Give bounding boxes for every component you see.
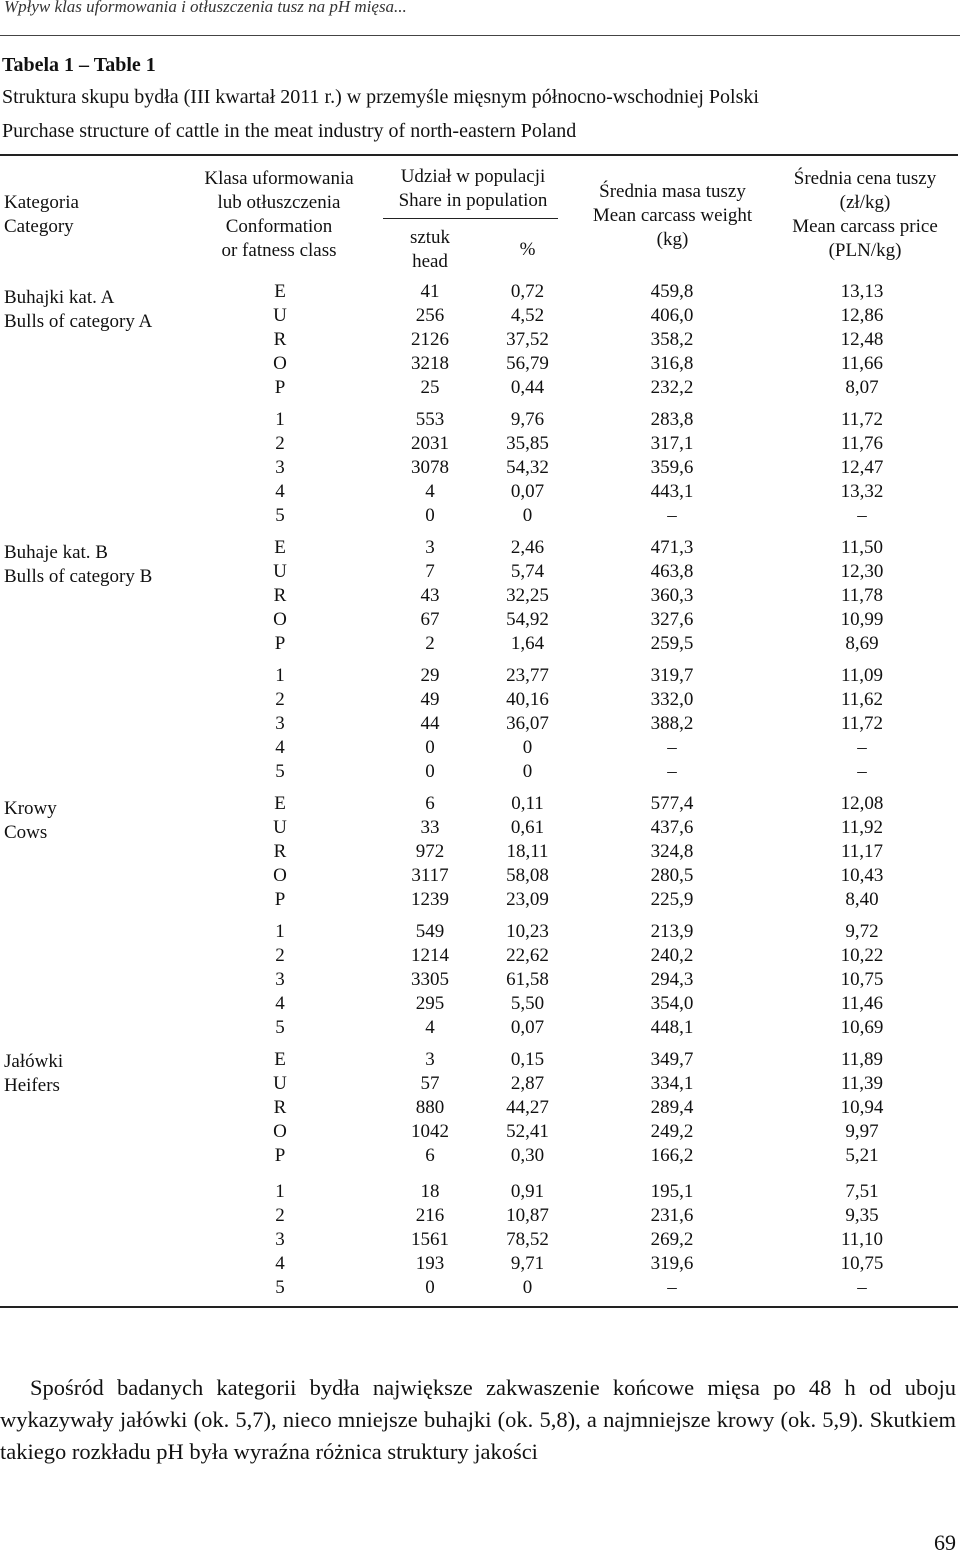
table-cell: 10,99 xyxy=(840,609,884,630)
table-cell: 1 xyxy=(275,921,285,942)
table-cell: 280,5 xyxy=(650,865,694,886)
table-cell: 12,30 xyxy=(840,561,884,582)
table-top-rule xyxy=(0,154,958,156)
page-number: 69 xyxy=(934,1530,956,1555)
table-cell: 0,44 xyxy=(510,377,545,398)
table-cell: 459,8 xyxy=(650,281,694,302)
table-cell: 11,62 xyxy=(840,689,884,710)
table-cell: 18 xyxy=(420,1181,440,1202)
table-row xyxy=(0,608,960,632)
table-cell: 7,51 xyxy=(845,1181,879,1202)
table-cell: O xyxy=(273,1121,287,1142)
table-cell: 316,8 xyxy=(650,353,694,374)
table-cell: 9,71 xyxy=(510,1253,545,1274)
header-class-en2: or fatness class xyxy=(221,240,337,261)
table-cell: 448,1 xyxy=(650,1017,694,1038)
table-row xyxy=(0,304,960,328)
table-row xyxy=(0,1048,960,1072)
table-cell: 5,21 xyxy=(845,1145,879,1166)
table-cell: 6 xyxy=(425,1145,435,1166)
header-percent: % xyxy=(519,239,536,260)
table-row xyxy=(0,760,960,784)
table-cell: 4 xyxy=(275,1253,285,1274)
table-cell: 0,15 xyxy=(510,1049,545,1070)
table-cell: 334,1 xyxy=(650,1073,694,1094)
table-cell: 7 xyxy=(425,561,435,582)
table-row xyxy=(0,456,960,480)
table-row xyxy=(0,432,960,456)
table-cell: 23,09 xyxy=(506,889,549,910)
table-cell: 0,07 xyxy=(510,481,545,502)
table-cell: 18,11 xyxy=(506,841,549,862)
table-cell: U xyxy=(273,561,287,582)
table-cell: U xyxy=(273,817,287,838)
table-cell: 6 xyxy=(425,793,435,814)
table-cell: 319,6 xyxy=(650,1253,694,1274)
table-cell: 2,46 xyxy=(510,537,545,558)
table-cell: 54,92 xyxy=(506,609,549,630)
table-cell: 4 xyxy=(275,481,285,502)
table-cell: 324,8 xyxy=(650,841,694,862)
table-cell: 11,46 xyxy=(840,993,884,1014)
table-row xyxy=(0,1180,960,1204)
table-cell: E xyxy=(274,281,286,302)
table-row xyxy=(0,328,960,352)
header-share-pl: Udział w populacji xyxy=(400,166,546,187)
table-row xyxy=(0,536,960,560)
table-cell: 319,7 xyxy=(650,665,694,686)
table-cell: 3 xyxy=(275,1229,285,1250)
table-cell: 11,76 xyxy=(840,433,884,454)
table-cell: 11,72 xyxy=(840,713,884,734)
header-class-en1: Conformation xyxy=(225,216,333,237)
table-cell: 0,72 xyxy=(510,281,545,302)
table-title-pl: Struktura skupu bydła (III kwartał 2011 r.) w przemyśle mięsnym północno-wschodniej Polski xyxy=(2,86,759,108)
table-cell: 43 xyxy=(420,585,440,606)
table-cell: P xyxy=(274,1145,286,1166)
table-cell: 11,50 xyxy=(840,537,884,558)
table-cell: 25 xyxy=(420,377,440,398)
table-cell: P xyxy=(274,377,286,398)
table-cell: 216 xyxy=(415,1205,445,1226)
table-cell: 1214 xyxy=(411,945,449,966)
table-cell: 11,17 xyxy=(840,841,884,862)
table-cell: 2126 xyxy=(411,329,449,350)
table-cell: – xyxy=(667,505,677,526)
table-row xyxy=(0,352,960,376)
table-cell: 11,10 xyxy=(840,1229,884,1250)
table-cell: 3 xyxy=(275,969,285,990)
table-row xyxy=(0,816,960,840)
table-row xyxy=(0,1204,960,1228)
table-row xyxy=(0,840,960,864)
table-cell: 9,97 xyxy=(845,1121,879,1142)
table-cell: 2 xyxy=(275,945,285,966)
table-cell: 23,77 xyxy=(506,665,549,686)
table-cell: 1561 xyxy=(411,1229,449,1250)
table-cell: 33 xyxy=(420,817,440,838)
table-cell: 36,07 xyxy=(506,713,549,734)
table-cell: R xyxy=(273,1097,287,1118)
table-cell: 443,1 xyxy=(650,481,694,502)
table-cell: 0,11 xyxy=(511,793,544,814)
table-cell: 1 xyxy=(275,409,285,430)
table-cell: 332,0 xyxy=(650,689,694,710)
table-cell: 12,08 xyxy=(840,793,884,814)
table-cell: 3 xyxy=(425,1049,435,1070)
table-title-en: Purchase structure of cattle in the meat industry of north-eastern Poland xyxy=(2,120,577,142)
table-cell: 0 xyxy=(522,761,533,782)
table-cell: – xyxy=(857,737,867,758)
table-row xyxy=(0,280,960,304)
table-cell: 2 xyxy=(425,633,435,654)
table-cell: 12,48 xyxy=(840,329,884,350)
table-cell: 5 xyxy=(275,505,285,526)
table-cell: 52,41 xyxy=(506,1121,549,1142)
table-cell: 3 xyxy=(425,537,435,558)
table-cell: 10,22 xyxy=(840,945,884,966)
table-row xyxy=(0,888,960,912)
table-cell: – xyxy=(667,1277,677,1298)
table-row xyxy=(0,664,960,688)
table-cell: 35,85 xyxy=(506,433,549,454)
table-cell: 471,3 xyxy=(650,537,694,558)
table-cell: 0,91 xyxy=(510,1181,545,1202)
table-cell: 3305 xyxy=(411,969,449,990)
table-cell: 259,5 xyxy=(650,633,694,654)
table-cell: E xyxy=(274,1049,286,1070)
table-cell: 12,86 xyxy=(840,305,884,326)
table-cell: 0 xyxy=(425,505,435,526)
header-mass-pl: Średnia masa tuszy xyxy=(599,181,746,202)
table-cell: 11,66 xyxy=(840,353,884,374)
table-cell: R xyxy=(273,585,287,606)
header-mass-unit: (kg) xyxy=(656,229,689,250)
table-row xyxy=(0,1072,960,1096)
table-cell: 213,9 xyxy=(650,921,694,942)
table-cell: 9,72 xyxy=(845,921,879,942)
table-cell: 11,92 xyxy=(840,817,884,838)
table-cell: 9,35 xyxy=(845,1205,879,1226)
table-cell: 67 xyxy=(420,609,440,630)
header-class-pl2: lub otłuszczenia xyxy=(217,192,341,213)
table-row xyxy=(0,632,960,656)
table-cell: 13,32 xyxy=(840,481,884,502)
table-row xyxy=(0,968,960,992)
table-cell: 29 xyxy=(420,665,440,686)
header-head xyxy=(395,226,465,274)
table-cell: 295 xyxy=(415,993,445,1014)
body-paragraph-text: Spośród badanych kategorii bydła największe zakwaszenie końcowe mięsa po 48 h od uboju wykazywały jałówki (ok. 5,7), nieco mniejsze buhajki (ok. 5,8), a najmniejsze krowy (ok. 5,9). Skutkiem takiego rozkładu pH była wyraźna różnica struktury jakości xyxy=(0,1375,956,1464)
table-cell: 354,0 xyxy=(650,993,694,1014)
table-cell: 240,2 xyxy=(650,945,694,966)
table-cell: – xyxy=(667,761,677,782)
table-cell: 0 xyxy=(522,505,533,526)
table-cell: 2 xyxy=(275,689,285,710)
header-share-en: Share in population xyxy=(398,190,548,211)
table-cell: – xyxy=(857,505,867,526)
table-cell: – xyxy=(857,1277,867,1298)
category-name-pl: Buhajki kat. A xyxy=(4,287,115,308)
table-cell: 0 xyxy=(522,737,533,758)
table-row xyxy=(0,1096,960,1120)
table-cell: 4 xyxy=(425,1017,435,1038)
table-cell: 8,40 xyxy=(845,889,879,910)
table-cell: 166,2 xyxy=(650,1145,694,1166)
table-cell: 44,27 xyxy=(506,1097,549,1118)
table-cell: 2031 xyxy=(411,433,449,454)
table-cell: U xyxy=(273,1073,287,1094)
table-cell: P xyxy=(274,889,286,910)
table-cell: U xyxy=(273,305,287,326)
table-cell: 549 xyxy=(415,921,445,942)
table-cell: 1,64 xyxy=(510,633,545,654)
table-cell: 232,2 xyxy=(650,377,694,398)
table-cell: 225,9 xyxy=(650,889,694,910)
table-cell: 0,07 xyxy=(510,1017,545,1038)
table-row xyxy=(0,1276,960,1300)
header-class xyxy=(185,167,373,263)
table-cell: 10,87 xyxy=(506,1205,549,1226)
table-cell: 54,32 xyxy=(506,457,549,478)
header-category xyxy=(4,191,79,239)
table-cell: 349,7 xyxy=(650,1049,694,1070)
table-cell: 317,1 xyxy=(650,433,694,454)
header-price-unit-en: (PLN/kg) xyxy=(828,240,902,261)
table-cell: 11,09 xyxy=(840,665,884,686)
table-cell: E xyxy=(274,793,286,814)
table-cell: 3 xyxy=(275,457,285,478)
table-cell: 4,52 xyxy=(510,305,545,326)
table-cell: 358,2 xyxy=(650,329,694,350)
table-row xyxy=(0,504,960,528)
table-row xyxy=(0,920,960,944)
table-cell: R xyxy=(273,841,287,862)
running-head: Wpływ klas uformowania i otłuszczenia tusz na pH mięsa... xyxy=(4,0,407,16)
table-row xyxy=(0,712,960,736)
table-cell: 231,6 xyxy=(650,1205,694,1226)
table-cell: 11,72 xyxy=(840,409,884,430)
table-cell: 269,2 xyxy=(650,1229,694,1250)
table-cell: O xyxy=(273,609,287,630)
table-cell: 0 xyxy=(522,1277,533,1298)
table-cell: 972 xyxy=(415,841,445,862)
table-cell: 4 xyxy=(275,737,285,758)
table-cell: 32,25 xyxy=(506,585,549,606)
table-cell: 44 xyxy=(420,713,440,734)
table-row xyxy=(0,1228,960,1252)
table-cell: 3117 xyxy=(411,865,449,886)
header-head-pl: sztuk xyxy=(409,227,451,248)
table-row xyxy=(0,1144,960,1168)
table-cell: 49 xyxy=(420,689,440,710)
header-rule xyxy=(0,35,960,36)
table-cell: 294,3 xyxy=(650,969,694,990)
table-cell: 553 xyxy=(415,409,445,430)
table-cell: 5,50 xyxy=(510,993,545,1014)
table-cell: 10,23 xyxy=(506,921,549,942)
table-cell: 37,52 xyxy=(506,329,549,350)
table-cell: O xyxy=(273,353,287,374)
header-mass-en: Mean carcass weight xyxy=(592,205,753,226)
table-cell: 437,6 xyxy=(650,817,694,838)
table-row xyxy=(0,480,960,504)
table-row xyxy=(0,1120,960,1144)
table-cell: P xyxy=(274,633,286,654)
table-cell: 61,58 xyxy=(506,969,549,990)
table-cell: 0,30 xyxy=(510,1145,545,1166)
table-cell: 4 xyxy=(425,481,435,502)
table-cell: 22,62 xyxy=(506,945,549,966)
table-cell: 283,8 xyxy=(650,409,694,430)
table-cell: 10,75 xyxy=(840,969,884,990)
header-share-rule xyxy=(383,218,558,219)
table-bottom-rule xyxy=(0,1306,958,1308)
table-cell: 58,08 xyxy=(506,865,549,886)
table-cell: 1042 xyxy=(411,1121,449,1142)
table-cell: – xyxy=(857,761,867,782)
table-cell: 0 xyxy=(425,737,435,758)
table-cell: 577,4 xyxy=(650,793,694,814)
category-name-en: Heifers xyxy=(4,1075,60,1096)
table-cell: 3078 xyxy=(411,457,449,478)
body-paragraph xyxy=(0,1372,956,1468)
table-cell: O xyxy=(273,865,287,886)
table-cell: 2 xyxy=(275,1205,285,1226)
table-cell: 3 xyxy=(275,713,285,734)
table-cell: 2 xyxy=(275,433,285,454)
table-cell: 2,87 xyxy=(510,1073,545,1094)
table-row xyxy=(0,688,960,712)
table-cell: 13,13 xyxy=(840,281,884,302)
table-row xyxy=(0,408,960,432)
category-name-pl: Buhaje kat. B xyxy=(4,542,108,563)
table-cell: 0 xyxy=(425,761,435,782)
table-row xyxy=(0,376,960,400)
header-head-en: head xyxy=(412,251,448,272)
header-price-pl: Średnia cena tuszy xyxy=(793,168,937,189)
table-cell: 12,47 xyxy=(840,457,884,478)
table-cell: 4 xyxy=(275,993,285,1014)
table-cell: 11,78 xyxy=(840,585,884,606)
table-row xyxy=(0,864,960,888)
table-cell: 327,6 xyxy=(650,609,694,630)
table-cell: 9,76 xyxy=(510,409,545,430)
table-row xyxy=(0,584,960,608)
category-name-en: Bulls of category A xyxy=(4,311,153,332)
table-cell: 256 xyxy=(415,305,445,326)
table-cell: 388,2 xyxy=(650,713,694,734)
table-label: Tabela 1 – Table 1 xyxy=(2,54,156,76)
table-cell: 193 xyxy=(415,1253,445,1274)
table-cell: 40,16 xyxy=(506,689,549,710)
table-row xyxy=(0,1252,960,1276)
table-row xyxy=(0,992,960,1016)
table-cell: 1239 xyxy=(411,889,449,910)
table-cell: – xyxy=(667,737,677,758)
table-cell: 10,94 xyxy=(840,1097,884,1118)
table-cell: 0,61 xyxy=(510,817,545,838)
header-category-en: Category xyxy=(4,216,74,237)
table-cell: 406,0 xyxy=(650,305,694,326)
table-cell: 195,1 xyxy=(650,1181,694,1202)
table-cell: 1 xyxy=(275,665,285,686)
table-cell: 463,8 xyxy=(650,561,694,582)
table-cell: 5 xyxy=(275,761,285,782)
table-cell: 360,3 xyxy=(650,585,694,606)
header-share xyxy=(378,165,568,213)
header-price-unit-pl: (zł/kg) xyxy=(839,192,891,213)
table-row xyxy=(0,944,960,968)
table-cell: 10,43 xyxy=(840,865,884,886)
table-cell: 56,79 xyxy=(506,353,549,374)
table-cell: 10,69 xyxy=(840,1017,884,1038)
table-row xyxy=(0,560,960,584)
header-class-pl1: Klasa uformowania xyxy=(204,168,354,189)
category-name-en: Bulls of category B xyxy=(4,566,153,587)
table-cell: 3218 xyxy=(411,353,449,374)
table-cell: 11,89 xyxy=(840,1049,884,1070)
table-cell: 8,07 xyxy=(845,377,879,398)
table-cell: 5 xyxy=(275,1277,285,1298)
table-cell: 11,39 xyxy=(840,1073,884,1094)
header-price xyxy=(775,167,955,263)
table-row xyxy=(0,792,960,816)
table-row xyxy=(0,1016,960,1040)
table-cell: 10,75 xyxy=(840,1253,884,1274)
table-cell: 5,74 xyxy=(510,561,545,582)
table-cell: R xyxy=(273,329,287,350)
table-cell: 359,6 xyxy=(650,457,694,478)
table-cell: 0 xyxy=(425,1277,435,1298)
table-cell: 57 xyxy=(420,1073,440,1094)
table-cell: 289,4 xyxy=(650,1097,694,1118)
table-cell: 8,69 xyxy=(845,633,879,654)
table-cell: 5 xyxy=(275,1017,285,1038)
table-cell: 249,2 xyxy=(650,1121,694,1142)
category-name-pl: Krowy xyxy=(4,798,57,819)
table-row xyxy=(0,736,960,760)
table-cell: 880 xyxy=(415,1097,445,1118)
category-name-pl: Jałówki xyxy=(4,1051,64,1072)
table-cell: 1 xyxy=(275,1181,285,1202)
header-price-en: Mean carcass price xyxy=(792,216,938,237)
header-category-pl: Kategoria xyxy=(4,192,79,213)
table-cell: 78,52 xyxy=(506,1229,549,1250)
table-cell: E xyxy=(274,537,286,558)
header-mass xyxy=(575,180,770,252)
table-cell: 41 xyxy=(420,281,440,302)
category-name-en: Cows xyxy=(4,822,48,843)
